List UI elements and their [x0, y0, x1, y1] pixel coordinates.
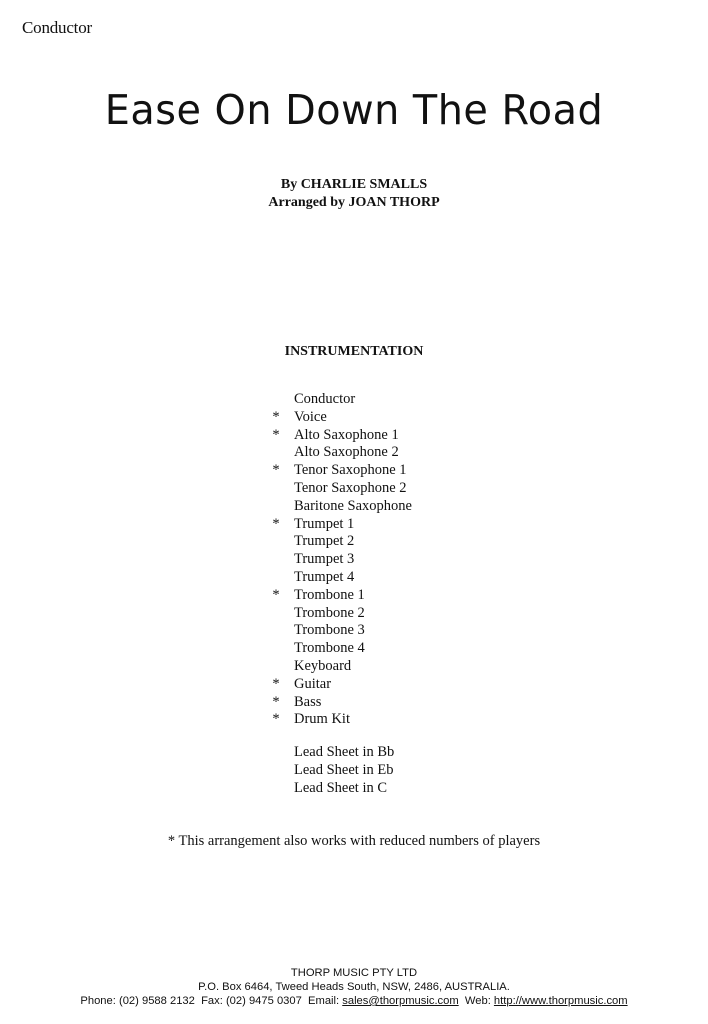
essential-marker: *	[272, 711, 280, 728]
instrument-item	[270, 516, 412, 534]
essential-marker: *	[272, 693, 280, 710]
contact-line	[0, 994, 708, 1008]
lead-sheet-list	[270, 744, 394, 797]
website-link[interactable]: http://www.thorpmusic.com	[493, 995, 628, 1007]
lead-sheet-item: Lead Sheet in Bb	[294, 744, 395, 760]
instrument-item	[270, 462, 412, 480]
arranger-credit: Arranged by JOAN THORP	[268, 195, 440, 210]
instrument-item	[270, 427, 412, 445]
instrument-item	[270, 480, 412, 498]
essential-marker: *	[272, 515, 280, 532]
arrangement-note: * This arrangement also works with reduced numbers of players	[167, 833, 541, 849]
lead-sheet-item: Lead Sheet in Eb	[294, 761, 394, 778]
publisher-footer	[0, 966, 708, 1008]
instrument-list	[270, 391, 412, 729]
instrument-name: Conductor	[294, 391, 356, 407]
instrument-name: Drum Kit	[294, 711, 350, 728]
essential-marker: *	[272, 462, 280, 479]
instrument-name: Guitar	[294, 675, 332, 692]
instrument-name: Trumpet 4	[294, 568, 355, 585]
instrument-item	[270, 391, 412, 409]
instrument-name: Tenor Saxophone 1	[294, 462, 407, 479]
instrument-name: Trumpet 1	[294, 515, 355, 532]
instrumentation-heading: INSTRUMENTATION	[284, 344, 424, 359]
instrument-item	[270, 605, 412, 623]
lead-sheet-item: Lead Sheet in C	[294, 779, 388, 796]
instrument-name: Tenor Saxophone 2	[294, 479, 407, 496]
essential-marker: *	[272, 408, 280, 425]
instrument-item	[270, 551, 412, 569]
instrument-name: Trombone 2	[294, 604, 365, 621]
part-name: Conductor	[22, 18, 92, 37]
instrument-name: Voice	[294, 408, 327, 425]
company-address: P.O. Box 6464, Tweed Heads South, NSW, 2486, AUSTRALIA.	[198, 981, 510, 993]
essential-marker: *	[272, 426, 280, 443]
instrument-item	[270, 711, 412, 729]
instrument-name: Trombone 4	[294, 640, 365, 657]
email-link[interactable]: sales@thorpmusic.com	[342, 995, 459, 1007]
instrument-name: Trombone 1	[294, 586, 365, 603]
instrument-item	[270, 676, 412, 694]
web-label: Web:	[458, 995, 494, 1007]
instrument-name: Alto Saxophone 2	[294, 444, 399, 461]
instrument-name: Trombone 3	[294, 622, 365, 639]
instrument-name: Trumpet 2	[294, 533, 355, 550]
instrument-name: Baritone Saxophone	[294, 497, 412, 514]
instrument-item	[270, 569, 412, 587]
credits	[0, 176, 708, 212]
instrument-name: Keyboard	[294, 657, 352, 674]
instrument-name: Bass	[294, 693, 322, 710]
essential-marker: *	[272, 675, 280, 692]
instrument-item	[270, 658, 412, 676]
instrument-item	[270, 622, 412, 640]
song-title: Ease On Down The Road	[104, 86, 604, 134]
instrument-item	[270, 444, 412, 462]
instrument-item	[270, 640, 412, 658]
instrument-name: Trumpet 3	[294, 551, 355, 568]
phone-fax-text: Phone: (02) 9588 2132 Fax: (02) 9475 0307 Email:	[80, 995, 343, 1007]
company-name: THORP MUSIC PTY LTD	[290, 967, 418, 979]
essential-marker: *	[272, 586, 280, 603]
instrument-item	[270, 533, 412, 551]
instrument-item	[270, 694, 412, 712]
instrument-item	[270, 587, 412, 605]
composer-credit: By CHARLIE SMALLS	[280, 177, 428, 192]
instrument-name: Alto Saxophone 1	[294, 426, 399, 443]
instrument-item	[270, 498, 412, 516]
instrument-item	[270, 409, 412, 427]
